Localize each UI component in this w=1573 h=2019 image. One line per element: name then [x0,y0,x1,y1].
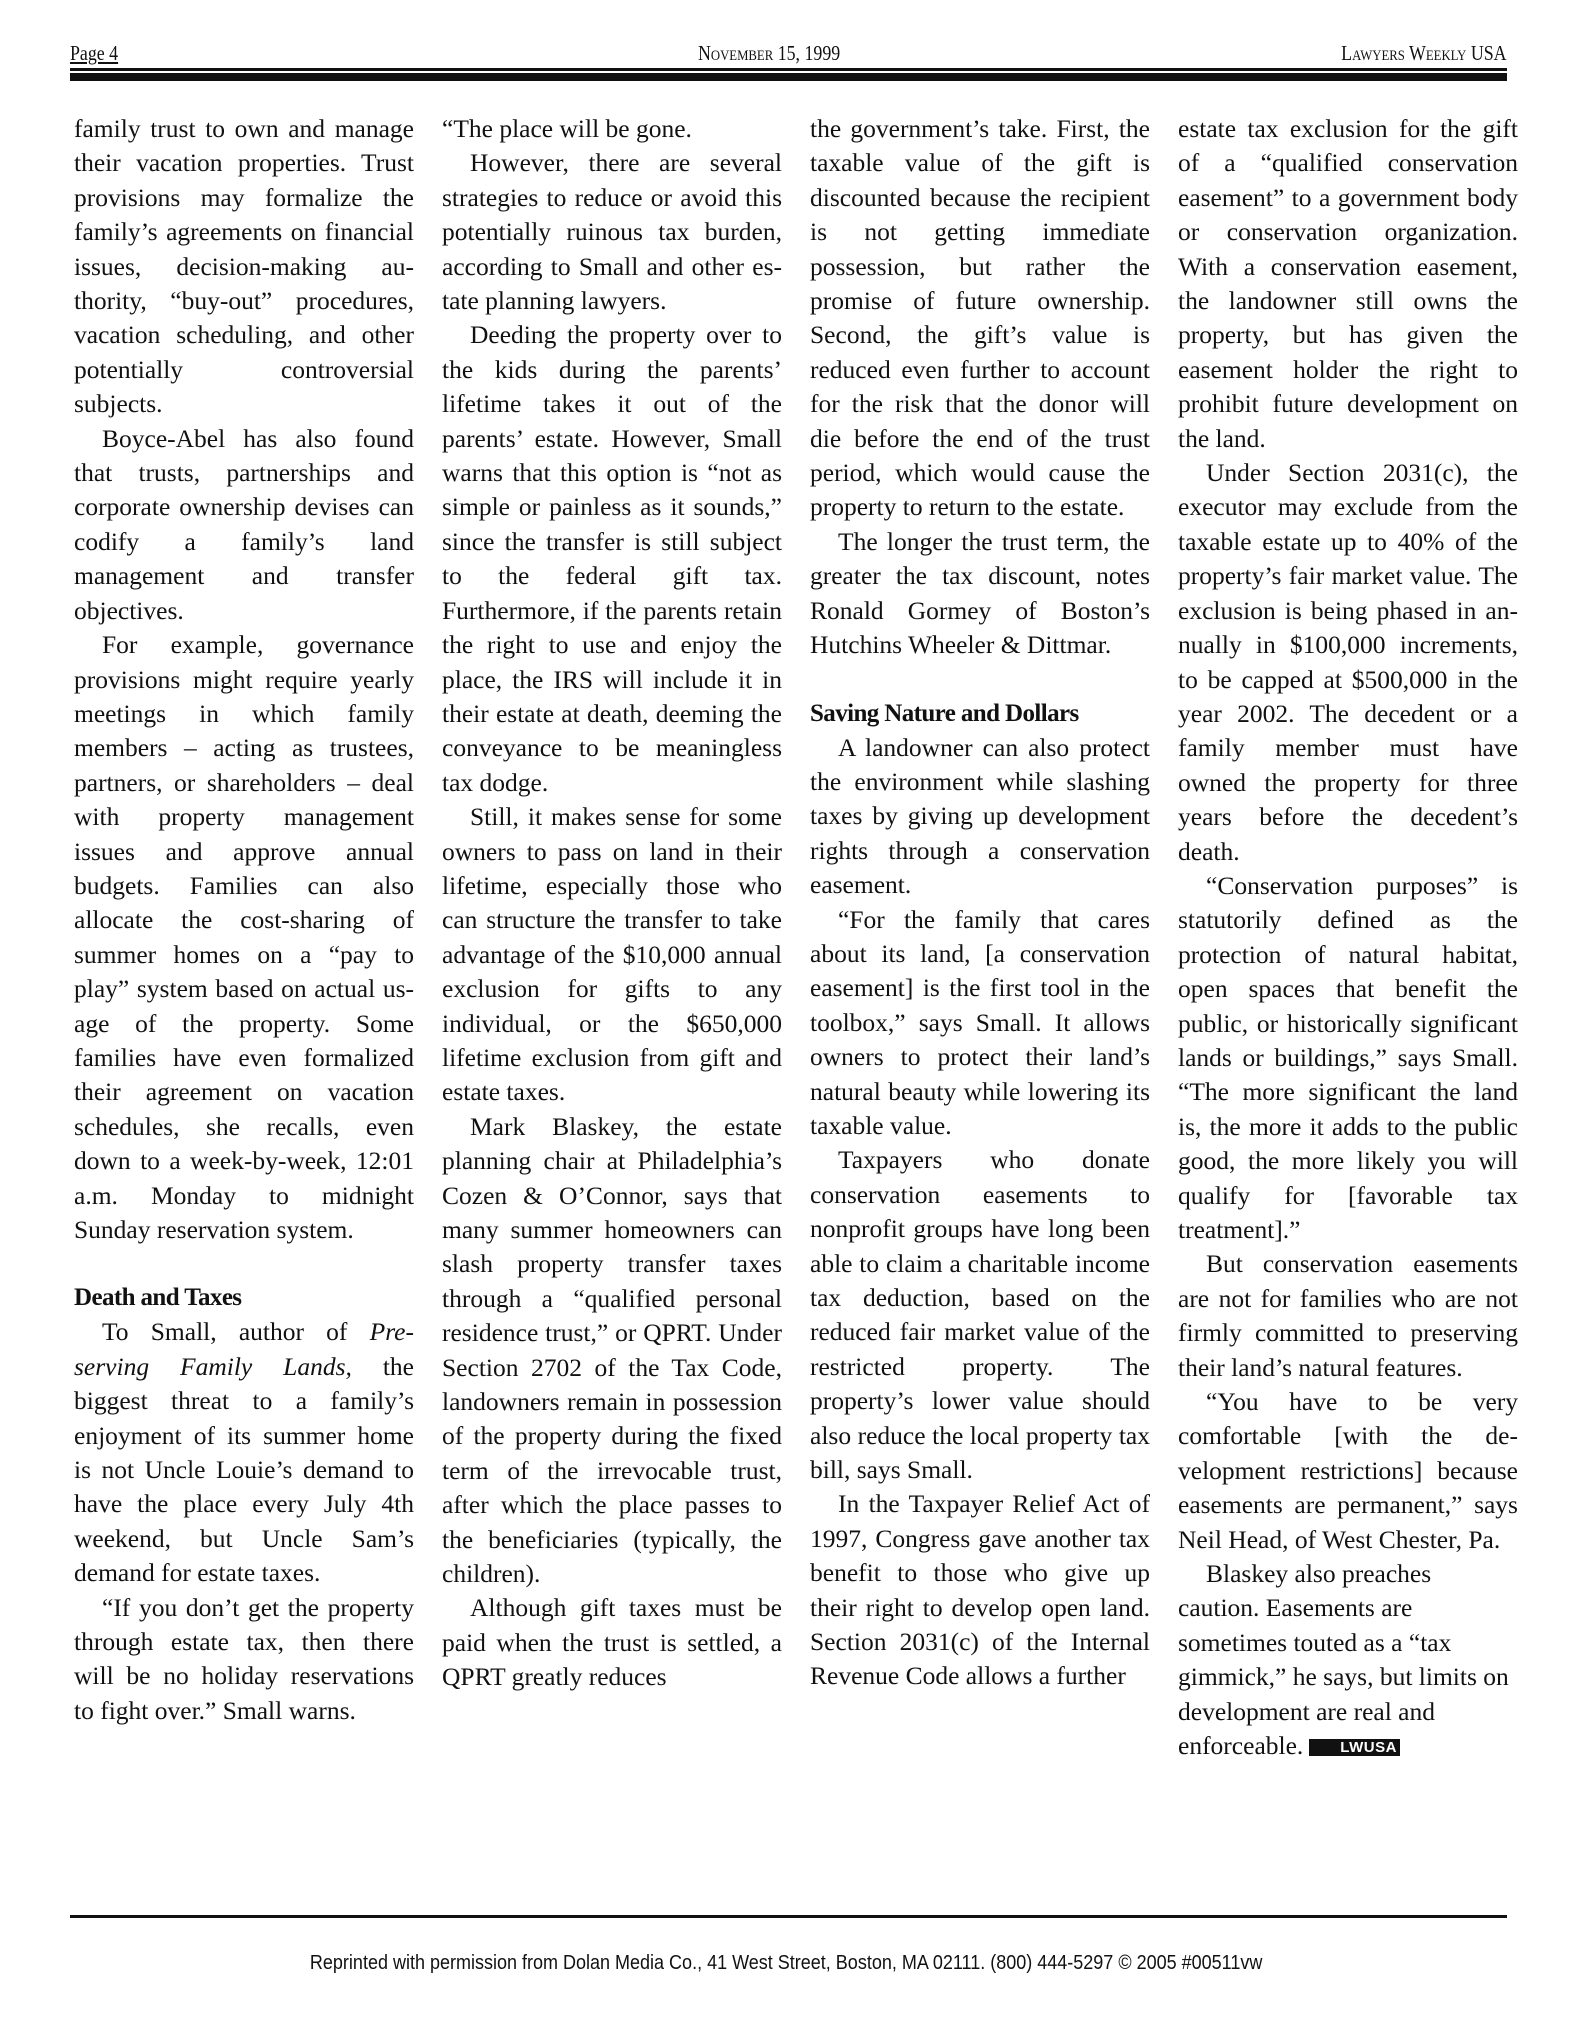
section-heading: Death and Taxes [74,1284,242,1312]
text-run: To Small, author of [102,1317,370,1347]
paragraph: the government’s take. First, the taxable value of the gift is discounted because the recipient is not getting immediate possession, but rather the promise of future ownership. Second, the gift’s value is reduced even further to account for the risk that the donor will die before the end of the trust period, which would cause the property to return to the estate. [810,114,1150,522]
paragraph: For example, governance provisions might require yearly meetings in which family members – acting as trustees, partners, or shareholders – deal with property management issues and approve annual budgets. Families can also allocate the cost-sharing of summer homes on a “pay to play” system based on actual usage of the property. Some families have even formalized their agreement on vacation schedules, she recalls, even down to a week-by-week, 12:01 a.m. Monday to midnight Sunday reservation system. [74,630,414,1244]
column-2 [442,112,782,1695]
paragraph: Although gift taxes must be paid when the trust is settled, a QPRT greatly reduces [442,1593,782,1692]
paragraph: family trust to own and manage their vacation properties. Trust provisions may formalize the family’s agreements on financial issues, decision-making authority, “buy-out” procedures, vacation scheduling, and other potentially controversial subjects. [74,114,414,419]
page-number: Page 4 [70,41,119,65]
paragraph [1178,1557,1518,1763]
reprint-notice: Reprinted with permission from Dolan Media Co., 41 West Street, Boston, MA 02111. (800) 444-5297 © 2005 #00511vw [310,1952,1263,1974]
header-rule-thin [70,68,1507,71]
paragraph: “For the family that cares about its land, [a conservation easement] is the first tool in the toolbox,” says Small. It allows owners to protect their land’s natural beauty while lowering its taxable value. [810,904,1150,1140]
paragraph: “If you don’t get the property through estate tax, then there will be no holiday reservations to fight over.” Small warns. [74,1592,414,1725]
paragraph: “You have to be very comfortable [with the development restrictions] because easements are permanent,” says Neil Head, of West Chester, Pa. [1178,1387,1518,1554]
article-body [74,112,1518,1882]
paragraph [74,1315,414,1590]
section-heading: Saving Nature and Dollars [810,699,1079,727]
footer-rule [70,1915,1507,1918]
paragraph: But conservation easements are not for families who are not firmly committed to preserving their land’s natural features. [1178,1249,1518,1382]
paragraph: Boyce-Abel has also found that trusts, partnerships and corporate ownership devises can codify a family’s land management and transfer objectives. [74,423,414,625]
paragraph: A landowner can also protect the environment while slashing taxes by giving up development rights through a conservation easement. [810,732,1150,900]
publication-name: Lawyers Weekly USA [1341,41,1507,65]
lwusa-end-mark: LWUSA [1309,1739,1400,1756]
paragraph: Still, it makes sense for some owners to pass on land in their lifetime, especially those who can structure the transfer to take advantage of the $10,000 annual exclusion for gifts to any individual, or the $650,000 lifetime exclusion from gift and estate taxes. [442,802,782,1107]
paragraph: Deeding the property over to the kids during the parents’ lifetime takes it out of the parents’ estate. However, Small warns that this option is “not as simple or painless as it sounds,” since the transfer is still subject to the federal gift tax. Furthermore, if the parents retain the right to use and enjoy the place, the IRS will include it in their estate at death, deeming the conveyance to be meaningless tax dodge. [442,320,782,797]
column-3 [810,112,1150,1694]
column-4 [1178,112,1518,1764]
paragraph: “The place will be gone. [442,114,692,143]
paragraph: “Conservation purposes” is statutorily defined as the protection of natural habitat, open spaces that benefit the public, or historically significant lands or buildings,” says Small. “The more significant the land is, the more it adds to the public good, the more likely you will qualify for [favorable tax treatment].” [1178,870,1518,1244]
reprint-footer [0,1950,1573,1976]
issue-date: November 15, 1999 [698,41,841,65]
section-spacer [74,1247,414,1281]
paragraph: Mark Blaskey, the estate planning chair at Philadelphia’s Cozen & O’Connor, says that many summer homeowners can slash property transfer taxes through a “qualified personal residence trust,” or QPRT. Under Section 2702 of the Tax Code, landowners remain in possession of the property during the fixed term of the irrevocable trust, after which the place passes to the beneficiaries (typically, the children). [442,1111,782,1589]
text-run: Blaskey also preaches caution. Easements are sometimes touted as a “tax gimmick,” he says, but limits on development are real and enforceable. [1178,1559,1509,1761]
paragraph: Taxpayers who donate conservation easements to nonprofit groups have long been able to claim a charitable income tax deduction, based on the reduced fair market value of the restricted property. The property’s lower value should also reduce the local property tax bill, says Small. [810,1145,1150,1485]
paragraph: The longer the trust term, the greater the tax discount, notes Ronald Gormey of Boston’s Hutchins Wheeler & Dittmar. [810,526,1150,660]
column-1 [74,112,414,1728]
paragraph: However, there are several strategies to reduce or avoid this potentially ruinous tax burden, according to Small and other estate planning lawyers. [442,148,782,316]
text-run: the biggest threat to a family’s enjoyment of its summer home is not Uncle Louie’s demand to have the place every July 4th weekend, but Uncle Sam’s demand for estate taxes. [74,1351,414,1588]
header-rule-thick [70,73,1507,81]
paragraph: Under Section 2031(c), the executor may exclude from the taxable estate up to 40% of the property’s fair market value. The exclusion is being phased in annually in $100,000 increments, to be capped at $500,000 in the year 2002. The decedent or a family member must have owned the property for three years before the decedent’s death. [1178,458,1518,866]
paragraph: In the Taxpayer Relief Act of 1997, Congress gave another tax benefit to those who give up their right to develop open land. Section 2031(c) of the Internal Revenue Code allows a further [810,1489,1150,1691]
book-title: Preserving Family Lands, [74,1317,414,1381]
paragraph: estate tax exclusion for the gift of a “qualified conservation easement” to a government body or conservation organization. With a conservation easement, the landowner still owns the property, but has given the easement holder the right to prohibit future development on the land. [1178,114,1518,453]
